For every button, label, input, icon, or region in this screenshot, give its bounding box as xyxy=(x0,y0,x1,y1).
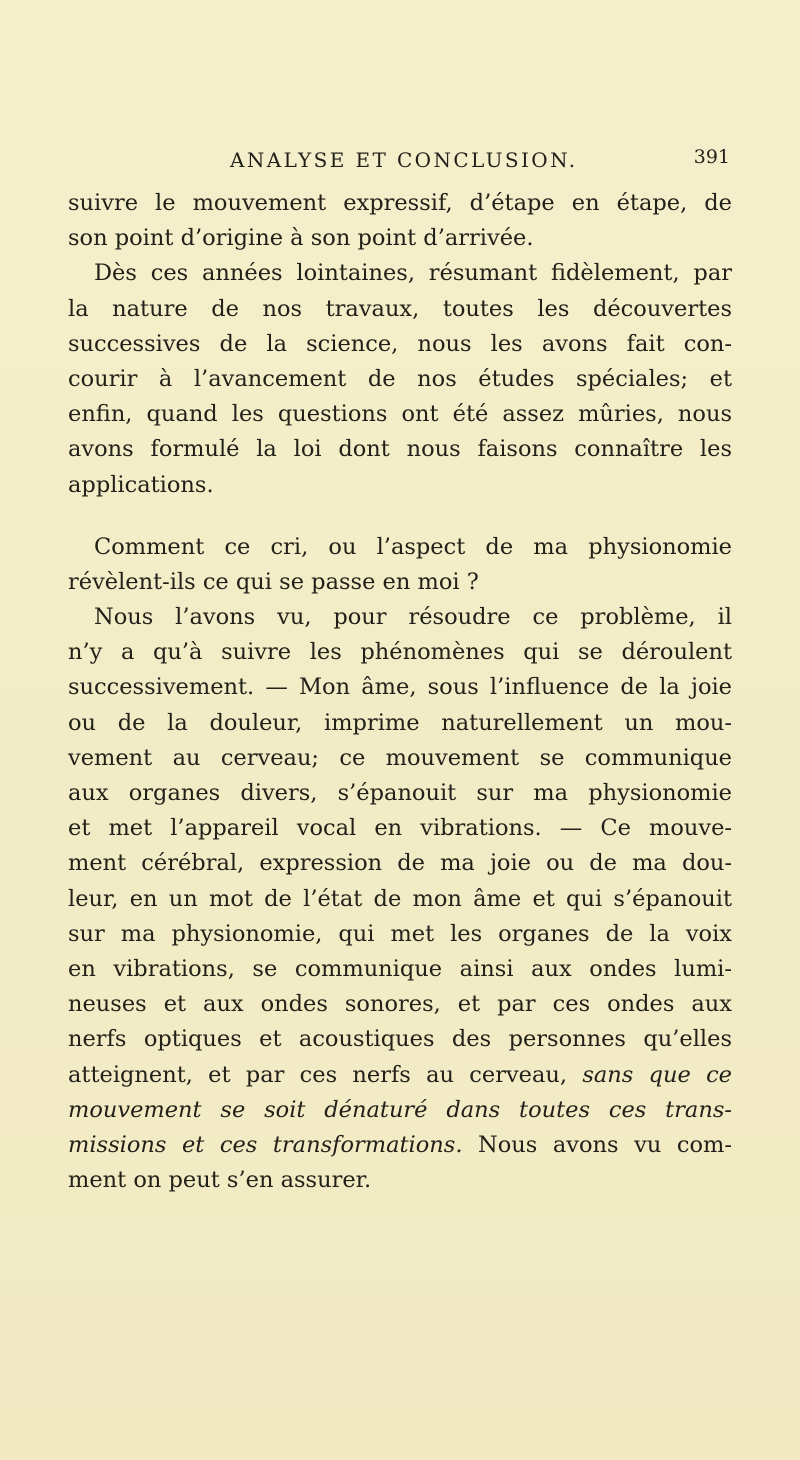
page-header xyxy=(230,148,730,178)
text-line-italic xyxy=(68,1093,732,1128)
text-line: la nature de nos travaux, toutes les découvertes xyxy=(68,295,732,322)
page-number: 391 xyxy=(693,146,730,168)
text-line: enfin, quand les questions ont été assez mûries, nous xyxy=(68,401,732,428)
text-line: successives de la science, nous les avons fait con- xyxy=(68,330,732,357)
text-line: ment on peut s’en assurer. xyxy=(68,1167,372,1194)
text-line: suivre le mouvement expressif, d’étape en étape, de xyxy=(68,190,732,216)
text-line: aux organes divers, s’épanouit sur ma physionomie xyxy=(68,780,732,806)
text-line: n’y a qu’à suivre les phénomènes qui se déroulent xyxy=(68,639,732,666)
text-line: en vibrations, se communique ainsi aux ondes lumi- xyxy=(68,955,732,982)
text-line: nerfs optiques et acoustiques des personnes qu’elles xyxy=(68,1026,732,1053)
text-line: applications. xyxy=(68,471,214,498)
body-text xyxy=(68,186,732,1198)
italic-text: sans que ce xyxy=(582,1061,732,1088)
text-line: Dès ces années lointaines, résumant fidèlement, par xyxy=(94,260,732,287)
text-line: et met l’appareil vocal en vibrations. — Ce mouve- xyxy=(68,815,732,842)
text-line: ou de la douleur, imprime naturellement un mou- xyxy=(68,709,732,736)
text-line: neuses et aux ondes sonores, et par ces ondes aux xyxy=(68,991,732,1018)
text-line: sur ma physionomie, qui met les organes de la voix xyxy=(68,920,732,947)
running-head: ANALYSE ET CONCLUSION. xyxy=(230,148,578,172)
roman-text: atteignent, et par ces nerfs au cerveau, xyxy=(68,1061,583,1088)
text-line: Nous l’avons vu, pour résoudre ce problème, il xyxy=(94,604,732,631)
text-line: ment cérébral, expression de ma joie ou de ma dou- xyxy=(68,850,732,877)
text-line: avons formulé la loi dont nous faisons connaître les xyxy=(68,436,732,463)
paragraph-gap xyxy=(68,503,732,530)
text-line: courir à l’avancement de nos études spéciales; et xyxy=(68,365,732,392)
roman-text: Nous avons vu com- xyxy=(462,1131,732,1158)
text-line-mixed xyxy=(68,1128,732,1163)
text-line-mixed xyxy=(68,1058,732,1093)
italic-text: mouvement se soit dénaturé dans toutes ces trans- xyxy=(68,1096,732,1123)
italic-text: missions et ces transformations. xyxy=(68,1131,463,1158)
text-line: Comment ce cri, ou l’aspect de ma physionomie xyxy=(94,533,732,560)
text-line: son point d’origine à son point d’arrivée. xyxy=(68,225,534,252)
text-line: vement au cerveau; ce mouvement se communique xyxy=(68,744,732,771)
text-line: successivement. — Mon âme, sous l’influence de la joie xyxy=(68,674,732,701)
text-line: leur, en un mot de l’état de mon âme et qui s’épanouit xyxy=(68,885,732,912)
text-line: révèlent-ils ce qui se passe en moi ? xyxy=(68,568,479,595)
